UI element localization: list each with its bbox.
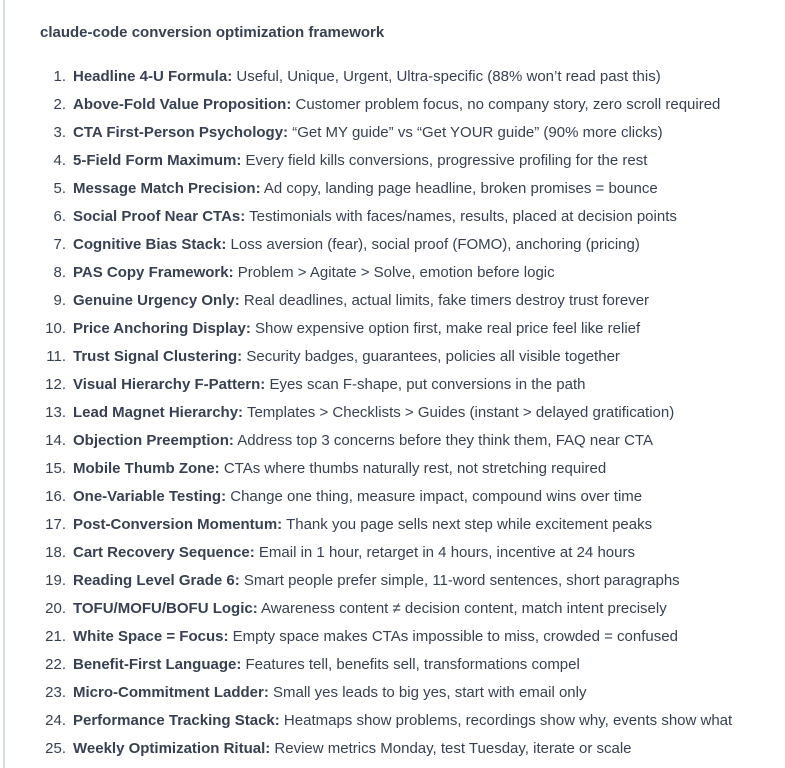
item-content (73, 735, 632, 763)
item-label: Post-Conversion Momentum: (73, 516, 283, 533)
item-number: 6. (53, 208, 66, 225)
item-number: 1. (53, 68, 66, 85)
framework-list-item (40, 231, 767, 259)
item-description: Customer problem focus, no company story, zero scroll required (291, 96, 721, 113)
item-description: Loss aversion (fear), social proof (FOMO), anchoring (pricing) (226, 236, 640, 253)
framework-list-item (40, 203, 767, 231)
item-label: Above-Fold Value Proposition: (73, 96, 292, 113)
item-number: 19. (45, 572, 66, 589)
item-content (73, 315, 640, 343)
item-label: Reading Level Grade 6: (73, 572, 240, 589)
item-content (73, 707, 732, 735)
item-number: 9. (53, 292, 66, 309)
framework-list (40, 63, 767, 763)
item-number: 25. (45, 740, 66, 757)
item-content (73, 63, 661, 91)
item-number: 24. (45, 712, 66, 729)
item-description: Show expensive option first, make real price feel like relief (250, 320, 641, 337)
item-description: Eyes scan F-shape, put conversions in the path (265, 376, 586, 393)
item-label: Weekly Optimization Ritual: (73, 740, 271, 757)
item-label: Lead Magnet Hierarchy: (73, 404, 244, 421)
item-label: Micro-Commitment Ladder: (73, 684, 269, 701)
item-description: Features tell, benefits sell, transformations compel (241, 656, 580, 673)
item-number: 21. (45, 628, 66, 645)
item-description: Email in 1 hour, retarget in 4 hours, incentive at 24 hours (254, 544, 635, 561)
item-description: CTAs where thumbs naturally rest, not stretching required (219, 460, 607, 477)
item-description: Address top 3 concerns before they think them, FAQ near CTA (233, 432, 653, 449)
item-description: “Get MY guide” vs “Get YOUR guide” (90% more clicks) (288, 124, 663, 141)
item-content (73, 371, 585, 399)
item-description: Ad copy, landing page headline, broken promises = bounce (260, 180, 658, 197)
item-number: 18. (45, 544, 66, 561)
framework-list-item (40, 91, 767, 119)
item-label: Performance Tracking Stack: (73, 712, 280, 729)
item-description: Real deadlines, actual limits, fake timers destroy trust forever (239, 292, 650, 309)
item-content (73, 623, 678, 651)
item-description: Testimonials with faces/names, results, placed at decision points (245, 208, 677, 225)
item-number: 22. (45, 656, 66, 673)
item-content (73, 595, 667, 623)
item-number: 10. (45, 320, 66, 337)
item-content (73, 287, 649, 315)
item-number: 17. (45, 516, 66, 533)
item-label: Social Proof Near CTAs: (73, 208, 246, 225)
item-label: Message Match Precision: (73, 180, 261, 197)
framework-list-item (40, 483, 767, 511)
framework-list-item (40, 623, 767, 651)
framework-list-item (40, 735, 767, 763)
item-content (73, 483, 642, 511)
item-number: 14. (45, 432, 66, 449)
item-description: Useful, Unique, Urgent, Ultra-specific (88% won’t read past this) (232, 68, 661, 85)
item-content (73, 539, 635, 567)
framework-list-item (40, 343, 767, 371)
framework-list-item (40, 595, 767, 623)
item-content (73, 343, 620, 371)
item-number: 23. (45, 684, 66, 701)
item-content (73, 119, 663, 147)
item-number: 3. (53, 124, 66, 141)
framework-list-item (40, 287, 767, 315)
item-label: Cart Recovery Sequence: (73, 544, 255, 561)
item-content (73, 651, 580, 679)
framework-list-item (40, 315, 767, 343)
item-description: Small yes leads to big yes, start with email only (268, 684, 587, 701)
framework-list-item (40, 567, 767, 595)
framework-list-item (40, 539, 767, 567)
item-content (73, 679, 586, 707)
item-description: Thank you page sells next step while excitement peaks (282, 516, 653, 533)
framework-list-item (40, 455, 767, 483)
item-label: 5-Field Form Maximum: (73, 152, 242, 169)
framework-list-item (40, 371, 767, 399)
framework-list-item (40, 175, 767, 203)
framework-list-item (40, 707, 767, 735)
item-content (73, 567, 680, 595)
item-number: 11. (46, 348, 66, 365)
framework-list-item (40, 63, 767, 91)
item-content (73, 455, 606, 483)
framework-list-item (40, 679, 767, 707)
framework-list-item (40, 399, 767, 427)
item-number: 2. (53, 96, 66, 113)
framework-list-item (40, 651, 767, 679)
framework-list-item (40, 119, 767, 147)
framework-list-item (40, 147, 767, 175)
framework-list-item (40, 427, 767, 455)
item-number: 8. (53, 264, 66, 281)
item-content (73, 231, 640, 259)
item-content (73, 91, 720, 119)
item-label: Objection Preemption: (73, 432, 234, 449)
item-description: Every field kills conversions, progressive profiling for the rest (241, 152, 648, 169)
item-content (73, 399, 674, 427)
item-content (73, 511, 652, 539)
item-number: 13. (45, 404, 66, 421)
item-number: 12. (45, 376, 66, 393)
item-label: Headline 4-U Formula: (73, 68, 233, 85)
item-number: 5. (53, 180, 66, 197)
item-description: Security badges, guarantees, policies all visible together (242, 348, 620, 365)
item-label: Mobile Thumb Zone: (73, 460, 220, 477)
item-content (73, 427, 653, 455)
item-label: CTA First-Person Psychology: (73, 124, 289, 141)
item-label: TOFU/MOFU/BOFU Logic: (73, 600, 258, 617)
item-label: Visual Hierarchy F-Pattern: (73, 376, 266, 393)
item-label: Genuine Urgency Only: (73, 292, 240, 309)
framework-list-item (40, 511, 767, 539)
item-content (73, 147, 647, 175)
item-label: Benefit-First Language: (73, 656, 242, 673)
item-description: Heatmaps show problems, recordings show why, events show what (279, 712, 733, 729)
item-label: One-Variable Testing: (73, 488, 227, 505)
item-number: 16. (45, 488, 66, 505)
item-label: Price Anchoring Display: (73, 320, 251, 337)
page-title: claude-code conversion optimization framework (40, 24, 385, 41)
item-description: Empty space makes CTAs impossible to miss, crowded = confused (228, 628, 678, 645)
item-description: Smart people prefer simple, 11-word sentences, short paragraphs (239, 572, 680, 589)
item-content (73, 259, 555, 287)
item-description: Templates > Checklists > Guides (instant > delayed gratification) (243, 404, 675, 421)
item-description: Review metrics Monday, test Tuesday, iterate or scale (270, 740, 632, 757)
item-label: White Space = Focus: (73, 628, 229, 645)
item-label: PAS Copy Framework: (73, 264, 234, 281)
item-number: 7. (53, 236, 66, 253)
item-content (73, 175, 658, 203)
item-description: Problem > Agitate > Solve, emotion before logic (233, 264, 555, 281)
item-content (73, 203, 677, 231)
item-number: 20. (45, 600, 66, 617)
item-description: Awareness content ≠ decision content, match intent precisely (257, 600, 667, 617)
item-number: 15. (45, 460, 66, 477)
item-description: Change one thing, measure impact, compound wins over time (226, 488, 643, 505)
framework-list-item (40, 259, 767, 287)
item-label: Cognitive Bias Stack: (73, 236, 227, 253)
item-number: 4. (53, 152, 66, 169)
item-label: Trust Signal Clustering: (73, 348, 243, 365)
